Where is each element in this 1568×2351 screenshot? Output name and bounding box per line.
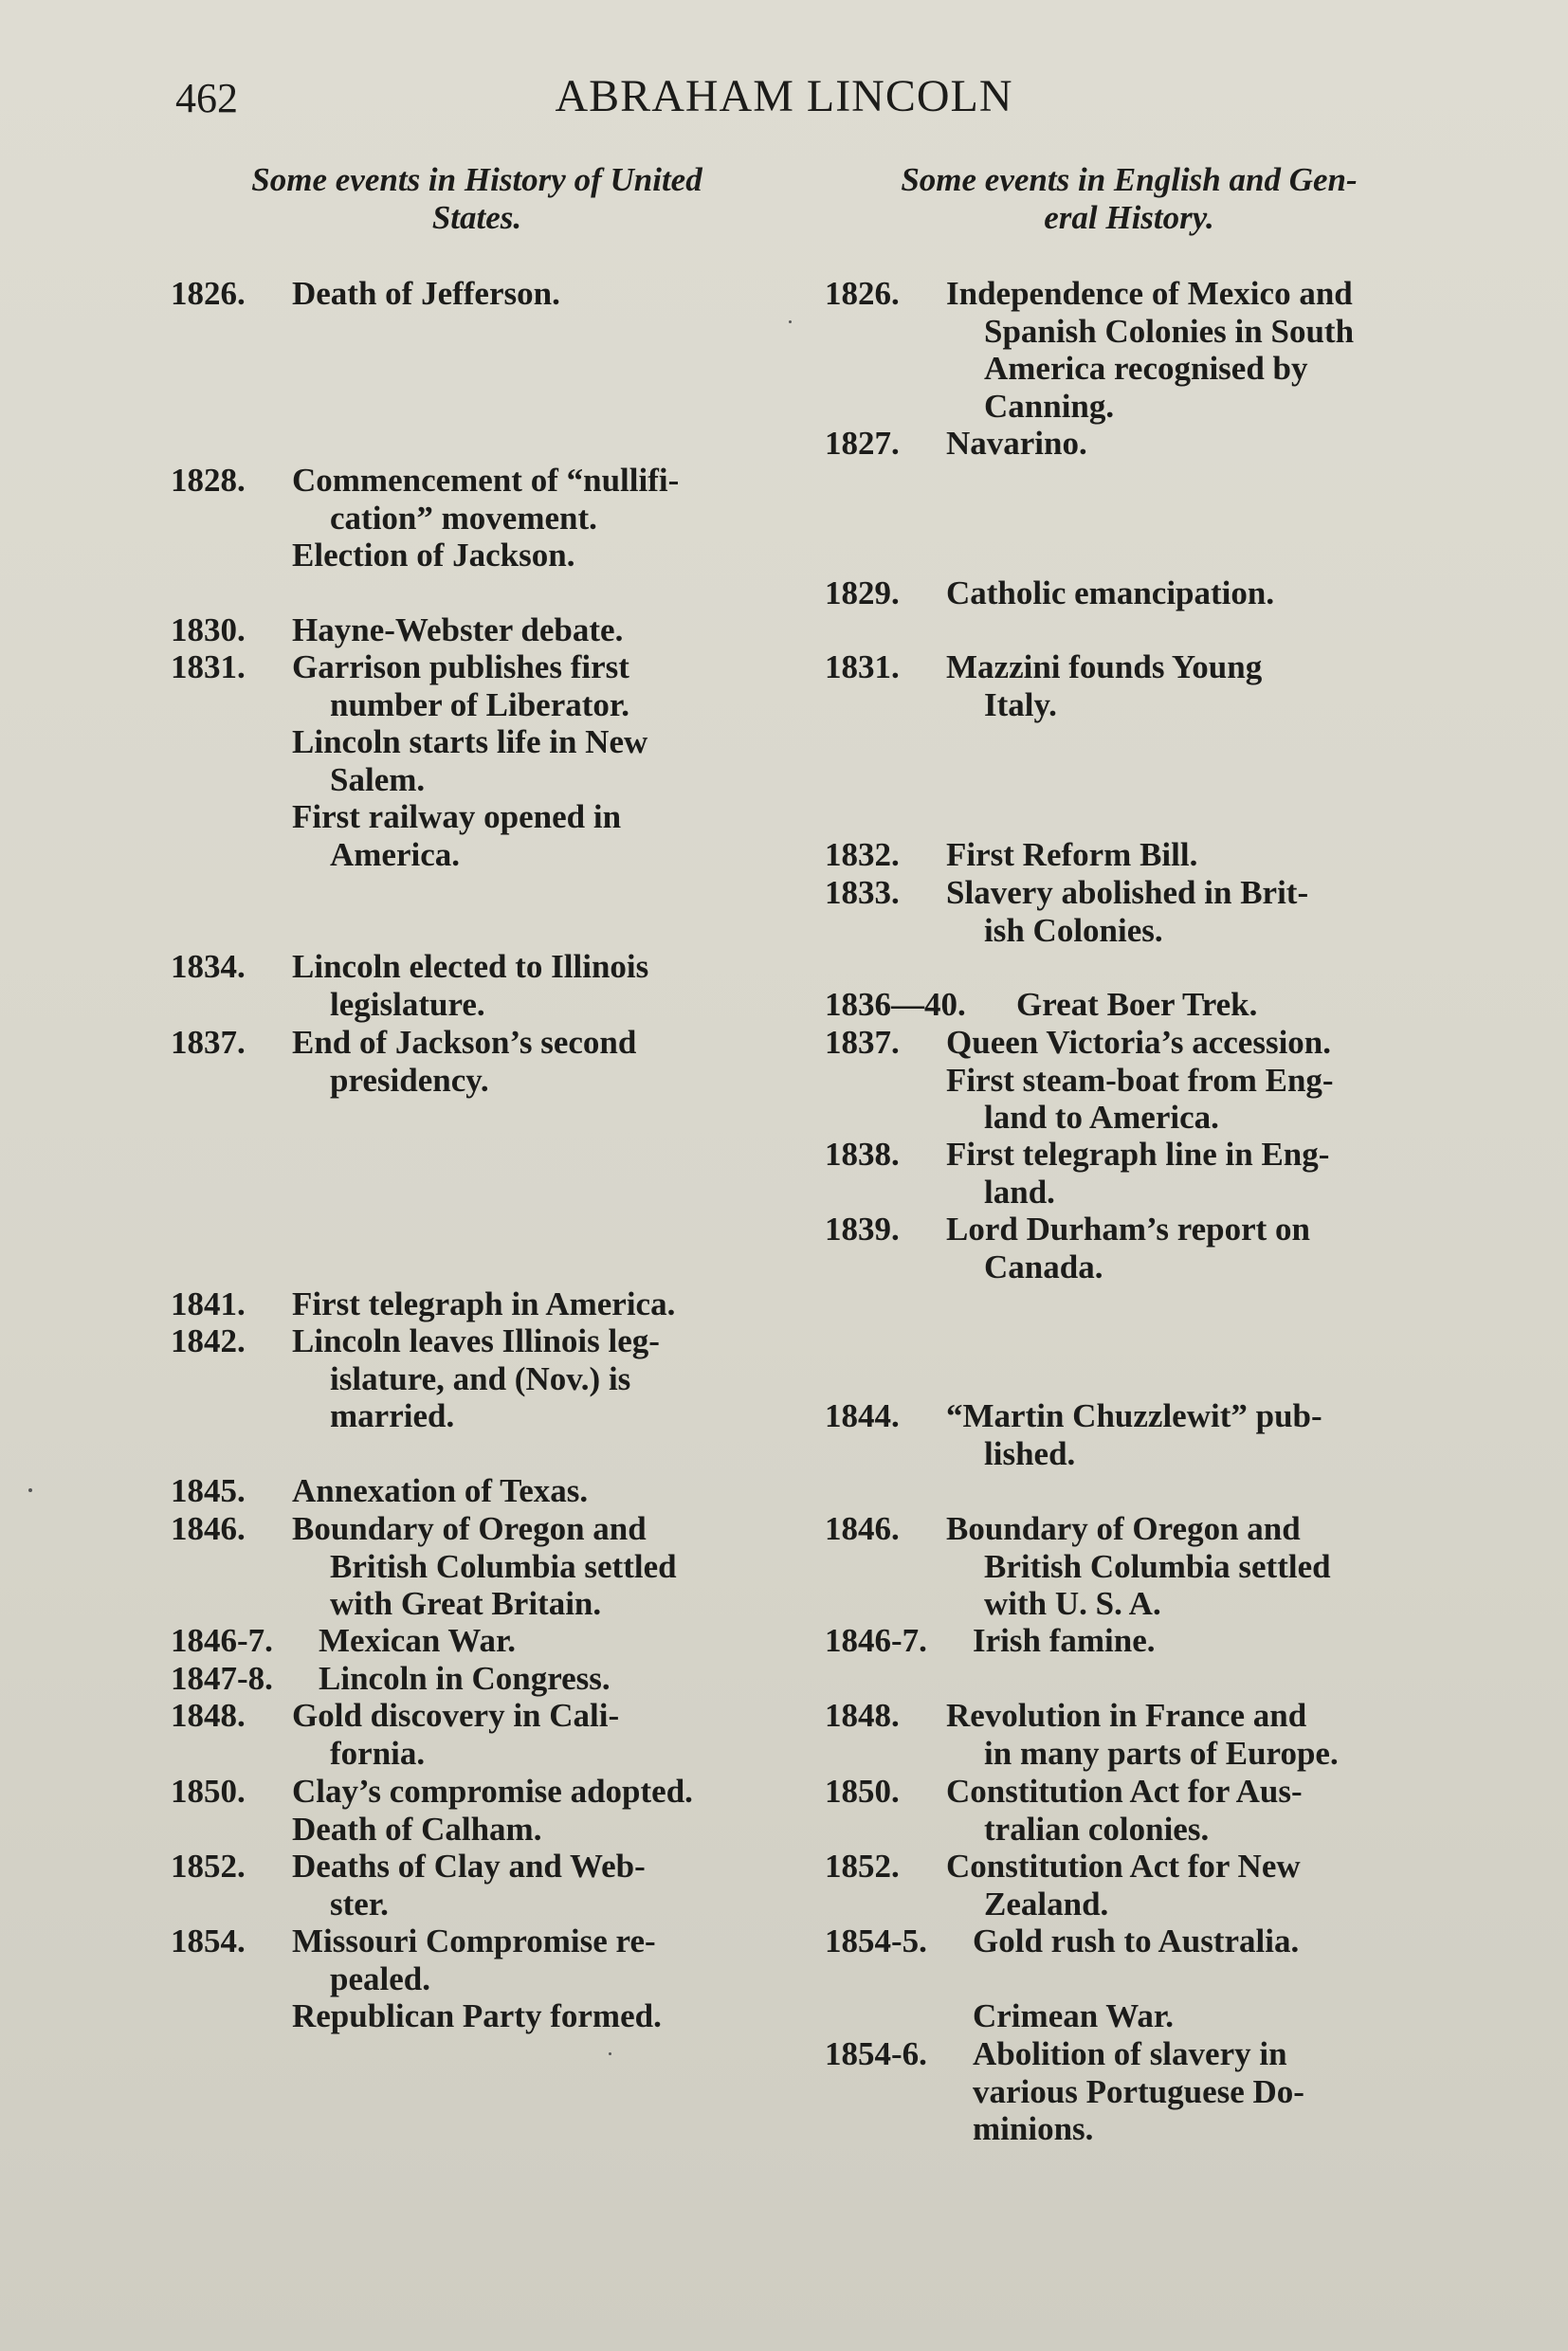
event-year: 1850. — [825, 1773, 900, 1810]
event-line: Missouri Compromise re- — [292, 1923, 656, 1959]
event-year: 1847-8. — [171, 1660, 273, 1697]
event-line: Gold rush to Australia. — [973, 1923, 1300, 1959]
event-line: Lincoln in Congress. — [319, 1660, 611, 1697]
world-history-heading — [828, 161, 1431, 237]
event-line: fornia. — [330, 1734, 426, 1772]
event-year: 1829. — [825, 574, 900, 611]
event-line: in many parts of Europe. — [984, 1734, 1339, 1772]
event-year: 1832. — [825, 836, 900, 873]
world-event — [825, 1397, 1431, 1472]
event-year: 1848. — [171, 1697, 246, 1734]
event-year: 1841. — [171, 1285, 246, 1322]
us-event — [171, 1024, 777, 1099]
event-year: 1826. — [171, 275, 246, 312]
event-year: 1848. — [825, 1697, 900, 1734]
event-year: 1831. — [171, 648, 246, 685]
event-line: Navarino. — [946, 425, 1087, 462]
event-line: Boundary of Oregon and — [946, 1510, 1301, 1547]
event-line: Lincoln leaves Illinois leg- — [292, 1322, 660, 1359]
us-event — [171, 1322, 777, 1434]
event-line: End of Jackson’s second — [292, 1024, 637, 1061]
event-line: Death of Calham. — [292, 1810, 542, 1848]
event-line: minions. — [973, 2110, 1094, 2147]
event-line: Annexation of Texas. — [292, 1472, 589, 1509]
world-heading-line: Some events in English and Gen- — [901, 161, 1358, 198]
us-event — [171, 1472, 777, 1510]
event-line: Great Boer Trek. — [1016, 986, 1258, 1023]
event-line: land to America. — [984, 1099, 1219, 1136]
event-line: Spanish Colonies in South — [984, 312, 1355, 350]
world-event — [825, 836, 1431, 874]
event-year: 1833. — [825, 874, 900, 911]
event-line: Commencement of “nullifi- — [292, 462, 680, 499]
event-year: 1850. — [171, 1773, 246, 1810]
us-event — [171, 1285, 777, 1323]
event-line: married. — [330, 1397, 455, 1434]
event-line: Revolution in France and — [946, 1697, 1307, 1734]
event-line: cation” movement. — [330, 499, 597, 537]
event-line: Election of Jackson. — [292, 537, 575, 574]
us-event — [171, 275, 777, 313]
event-line: Mazzini founds Young — [946, 648, 1263, 685]
event-line: Irish famine. — [973, 1622, 1156, 1659]
event-line: Italy. — [984, 685, 1057, 723]
event-year: 1834. — [171, 948, 246, 985]
event-line: British Columbia settled — [330, 1547, 677, 1585]
event-line: land. — [984, 1173, 1055, 1211]
event-line: tralian colonies. — [984, 1810, 1210, 1848]
us-event — [171, 948, 777, 1023]
event-line: First telegraph in America. — [292, 1285, 676, 1322]
world-event — [825, 1923, 1431, 2034]
us-event — [171, 648, 777, 873]
world-event — [825, 1848, 1431, 1923]
event-year: 1852. — [825, 1848, 900, 1885]
event-line: Slavery abolished in Brit- — [946, 874, 1309, 911]
world-event — [825, 1211, 1431, 1285]
event-year: 1830. — [171, 611, 246, 648]
event-line: Garrison publishes first — [292, 648, 629, 685]
event-line — [973, 1960, 1299, 1998]
us-event — [171, 1773, 777, 1848]
event-year: 1845. — [171, 1472, 246, 1509]
event-line: First steam-boat from Eng- — [946, 1061, 1334, 1099]
running-head: ABRAHAM LINCOLN — [555, 71, 1013, 121]
world-event — [825, 648, 1431, 723]
us-event — [171, 1622, 777, 1660]
event-year: 1838. — [825, 1136, 900, 1173]
us-heading-line: States. — [431, 199, 522, 236]
event-line: Lincoln elected to Illinois — [292, 948, 649, 985]
world-event — [825, 2035, 1431, 2147]
world-event — [825, 874, 1431, 949]
us-history-heading — [175, 161, 778, 237]
us-heading-line: Some events in History of United — [251, 161, 702, 198]
event-line: Lord Durham’s report on — [946, 1211, 1311, 1248]
world-event — [825, 1622, 1431, 1660]
event-year: 1831. — [825, 648, 900, 685]
event-line: First railway opened in — [292, 798, 622, 835]
event-line: Abolition of slavery in — [973, 2035, 1287, 2072]
us-event — [171, 1697, 777, 1772]
event-year: 1846-7. — [825, 1622, 927, 1659]
paper-speck — [609, 2052, 611, 2055]
event-line: First telegraph line in Eng- — [946, 1136, 1330, 1173]
event-line: with Great Britain. — [330, 1585, 602, 1622]
event-line: Death of Jefferson. — [292, 275, 560, 312]
event-year: 1846-7. — [171, 1622, 273, 1659]
event-year: 1846. — [171, 1510, 246, 1547]
event-year: 1852. — [171, 1848, 246, 1885]
world-event — [825, 1024, 1431, 1136]
event-line: Constitution Act for New — [946, 1848, 1301, 1885]
world-event — [825, 1773, 1431, 1848]
world-event — [825, 425, 1431, 463]
world-event — [825, 1697, 1431, 1772]
event-line: British Columbia settled — [984, 1547, 1331, 1585]
event-line: lished. — [984, 1434, 1076, 1472]
event-line: America. — [330, 835, 461, 873]
event-line: Canada. — [984, 1248, 1103, 1285]
event-line: with U. S. A. — [984, 1585, 1161, 1622]
event-year: 1854-6. — [825, 2035, 927, 2072]
event-year: 1854. — [171, 1923, 246, 1959]
event-line: “Martin Chuzzlewit” pub- — [946, 1397, 1322, 1434]
event-line: America recognised by — [984, 350, 1308, 387]
event-line: Independence of Mexico and — [946, 275, 1353, 312]
world-event — [825, 986, 1431, 1024]
us-event — [171, 611, 777, 649]
event-year: 1839. — [825, 1211, 900, 1248]
event-year: 1826. — [825, 275, 900, 312]
world-event — [825, 275, 1431, 425]
event-line: First Reform Bill. — [946, 836, 1198, 873]
event-line: number of Liberator. — [330, 685, 629, 723]
event-line: Queen Victoria’s accession. — [946, 1024, 1332, 1061]
us-event — [171, 1848, 777, 1923]
event-line: legislature. — [330, 985, 485, 1023]
paper-speck — [789, 320, 792, 323]
event-line: Republican Party formed. — [292, 1997, 662, 2034]
event-year: 1844. — [825, 1397, 900, 1434]
event-line: Canning. — [984, 387, 1115, 425]
world-event — [825, 574, 1431, 612]
event-line: Hayne-Webster debate. — [292, 611, 624, 648]
us-event — [171, 462, 777, 574]
event-year: 1842. — [171, 1322, 246, 1359]
event-line: Lincoln starts life in New — [292, 723, 648, 760]
world-event — [825, 1510, 1431, 1622]
event-line: Mexican War. — [319, 1622, 517, 1659]
event-line: ster. — [330, 1885, 389, 1923]
event-line: presidency. — [330, 1061, 489, 1099]
event-line: Deaths of Clay and Web- — [292, 1848, 646, 1885]
event-year: 1827. — [825, 425, 900, 462]
event-line: various Portuguese Do- — [973, 2072, 1304, 2110]
us-event — [171, 1660, 777, 1698]
us-event — [171, 1510, 777, 1622]
event-line: Zealand. — [984, 1885, 1109, 1923]
event-year: 1836—40. — [825, 986, 966, 1023]
event-line: Crimean War. — [973, 1997, 1174, 2034]
paper-speck — [28, 1488, 32, 1492]
event-line: Catholic emancipation. — [946, 574, 1275, 611]
event-line: pealed. — [330, 1959, 430, 1997]
page-number: 462 — [175, 75, 238, 121]
us-event — [171, 1923, 777, 2034]
event-year: 1837. — [825, 1024, 900, 1061]
event-year: 1846. — [825, 1510, 900, 1547]
event-line: islature, and (Nov.) is — [330, 1359, 631, 1397]
event-year: 1828. — [171, 462, 246, 499]
event-line: Gold discovery in Cali- — [292, 1697, 620, 1734]
event-line: ish Colonies. — [984, 911, 1163, 949]
world-heading-line: eral History. — [1044, 199, 1214, 236]
world-event — [825, 1136, 1431, 1211]
event-line: Salem. — [330, 760, 426, 798]
event-line: Boundary of Oregon and — [292, 1510, 647, 1547]
event-line: Constitution Act for Aus- — [946, 1773, 1303, 1810]
event-line: Clay’s compromise adopted. — [292, 1773, 693, 1810]
event-year: 1837. — [171, 1024, 246, 1061]
event-year: 1854-5. — [825, 1923, 927, 1959]
